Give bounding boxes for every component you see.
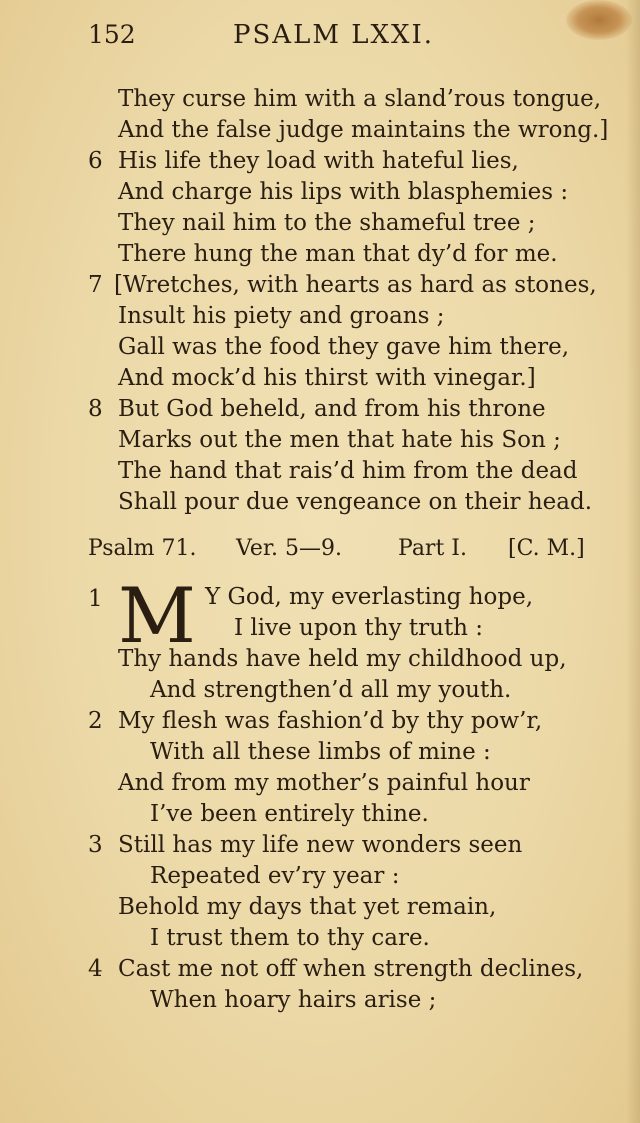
verse-line: Gall was the food they gave him there, — [118, 334, 570, 360]
page-number: 152 — [88, 20, 136, 49]
page-header — [88, 20, 508, 60]
verse-line: [Wretches, with hearts as hard as stones, — [114, 272, 597, 298]
verse-line: And strengthen’d all my youth. — [150, 677, 512, 703]
verse-number: 6 — [88, 148, 103, 174]
page-edge-shadow — [626, 0, 640, 1123]
heading-meter: [C. M.] — [508, 536, 585, 561]
verse-number: 7 — [88, 272, 103, 298]
verse-line: And from my mother’s painful hour — [118, 770, 530, 796]
drop-cap: M — [118, 571, 194, 660]
verse-line: They nail him to the shameful tree ; — [118, 210, 536, 236]
heading-part: Part I. — [398, 536, 467, 561]
verse-line: His life they load with hateful lies, — [118, 148, 519, 174]
verse-line: Behold my days that yet remain, — [118, 894, 497, 920]
verse-line: With all these limbs of mine : — [150, 739, 491, 765]
verse-line: Marks out the men that hate his Son ; — [118, 427, 561, 453]
verse-number: 3 — [88, 832, 103, 858]
verse-line: But God beheld, and from his throne — [118, 396, 546, 422]
verse-line: And mock’d his thirst with vinegar.] — [118, 365, 536, 391]
verse-line: My flesh was fashion’d by thy pow’r, — [118, 708, 543, 734]
verse-line: Shall pour due vengeance on their head. — [118, 489, 593, 515]
verse-line: When hoary hairs arise ; — [150, 987, 437, 1013]
verse-line: I trust them to thy care. — [150, 925, 430, 951]
verse-line: And the false judge maintains the wrong.] — [118, 117, 609, 143]
verse-line: And charge his lips with blasphemies : — [118, 179, 569, 205]
verse-line: The hand that rais’d him from the dead — [118, 458, 578, 484]
heading-verses: Ver. 5—9. — [236, 536, 342, 561]
verse-line: I live upon thy truth : — [234, 615, 484, 641]
verse-line: Cast me not off when strength declines, — [118, 956, 584, 982]
verse-line: Insult his piety and groans ; — [118, 303, 445, 329]
age-stain — [566, 0, 632, 40]
verse-line: Still has my life new wonders seen — [118, 832, 523, 858]
verse-line: I’ve been entirely thine. — [150, 801, 429, 827]
running-head: PSALM LXXI. — [233, 20, 435, 50]
verse-line: Thy hands have held my childhood up, — [118, 646, 567, 672]
verse-number: 4 — [88, 956, 103, 982]
section-heading — [88, 536, 618, 566]
verse-line: Y God, my everlasting hope, — [205, 584, 534, 610]
verse-number: 2 — [88, 708, 103, 734]
verse-line: They curse him with a sland’rous tongue, — [118, 86, 602, 112]
heading-psalm: Psalm 71. — [88, 536, 197, 561]
verse-number: 8 — [88, 396, 103, 422]
verse-line: Repeated ev’ry year : — [150, 863, 400, 889]
verse-number: 1 — [88, 586, 103, 612]
verse-line: There hung the man that dy’d for me. — [118, 241, 558, 267]
